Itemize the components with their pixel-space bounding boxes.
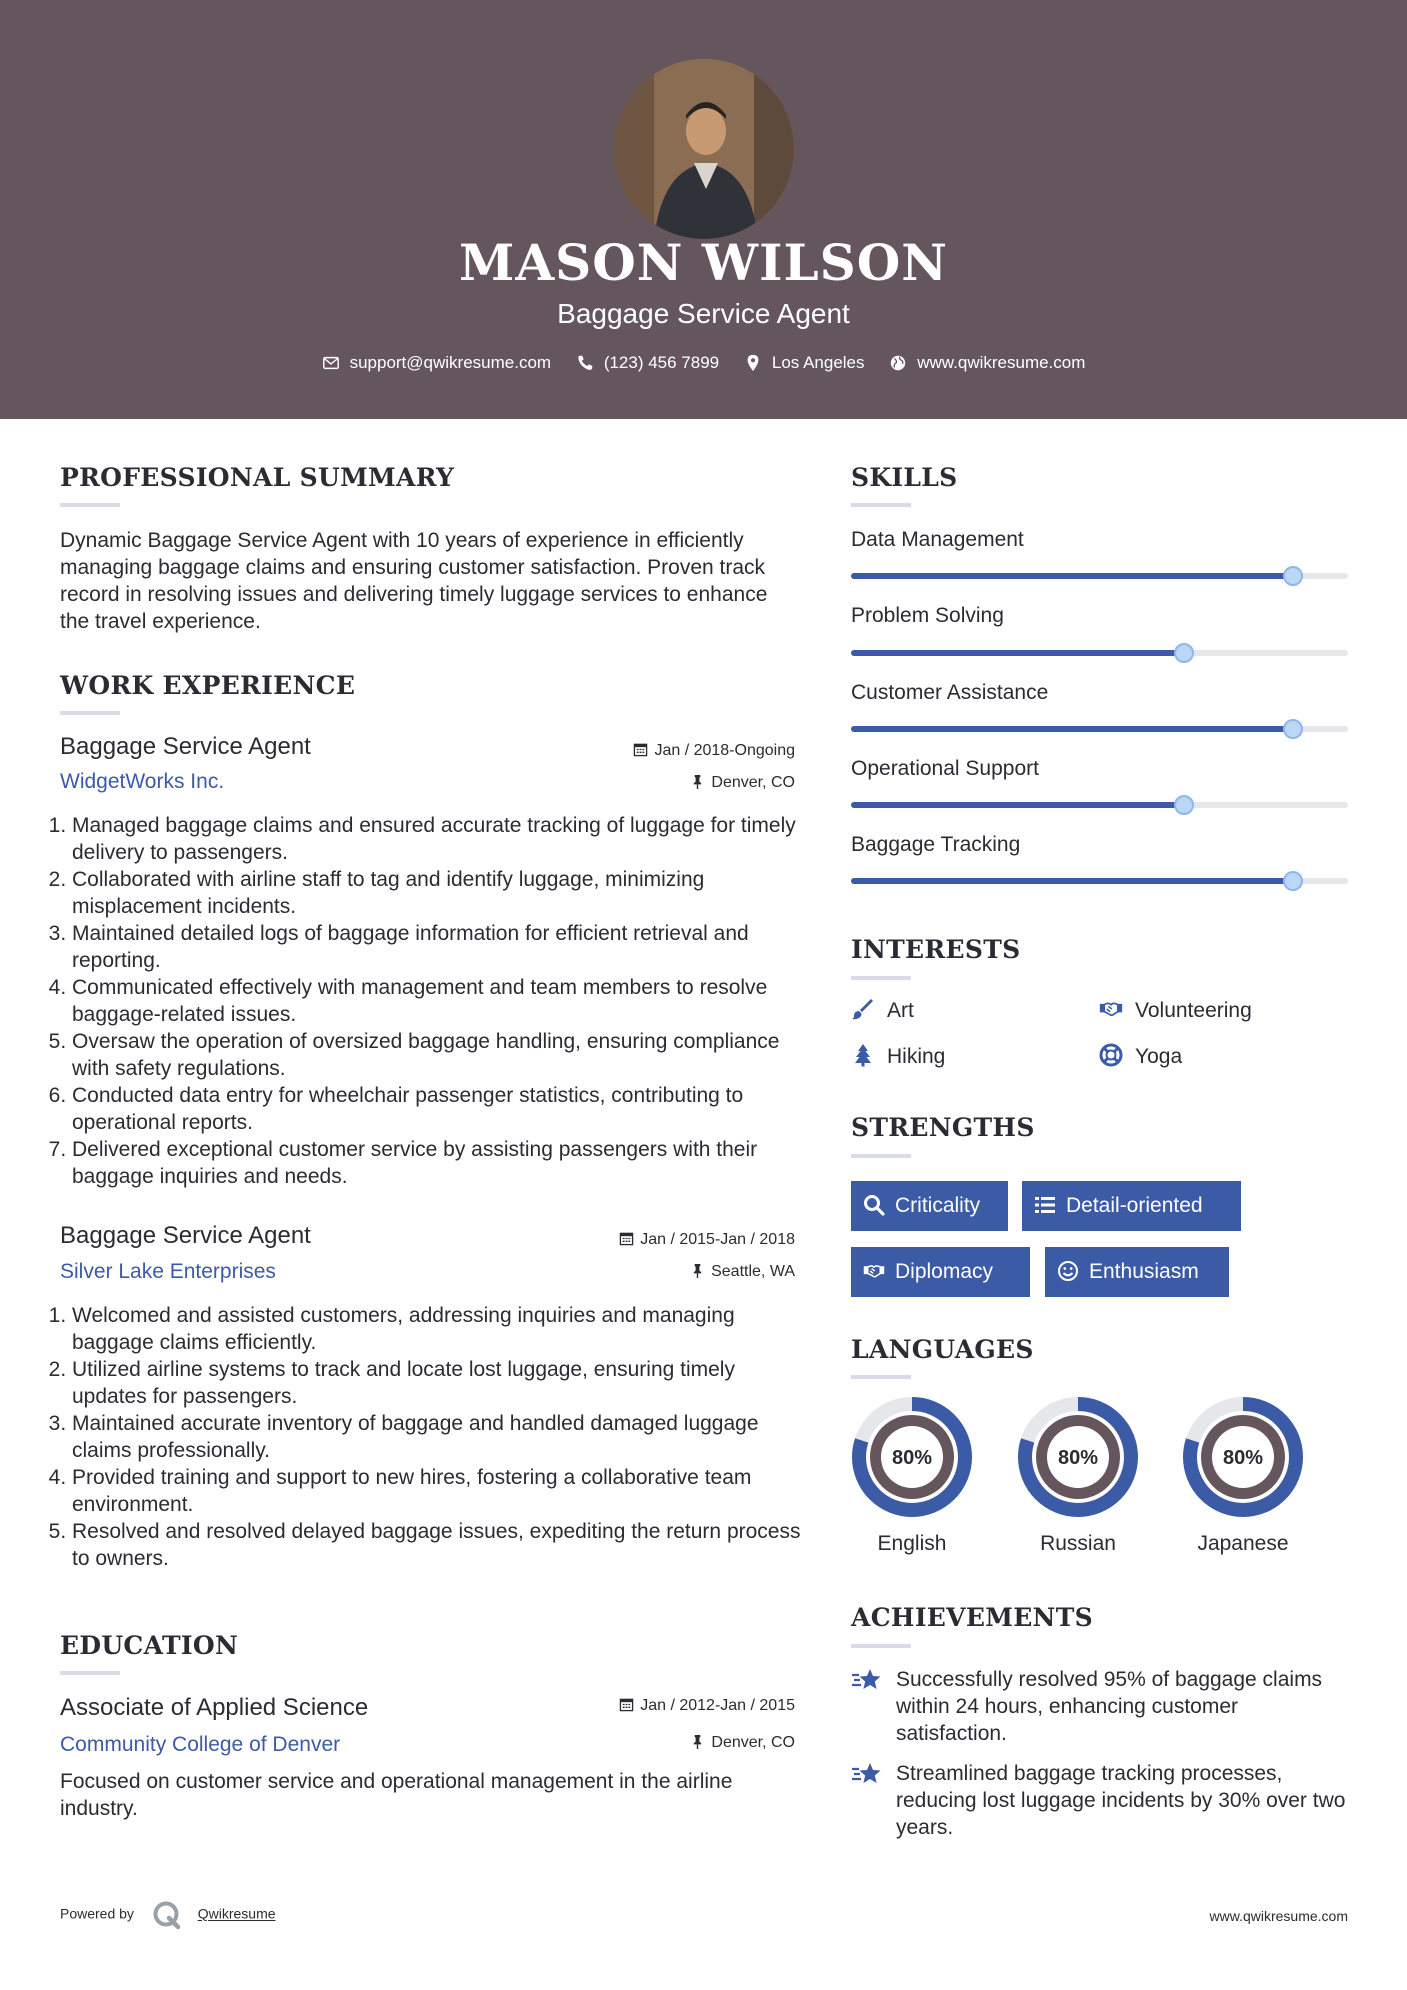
skill-bar-knob bbox=[1174, 795, 1194, 815]
interest-hiking bbox=[851, 1043, 945, 1069]
language-ring bbox=[1017, 1396, 1139, 1518]
job-company[interactable]: WidgetWorks Inc. bbox=[60, 770, 225, 793]
duty-item: 3. Maintained detailed logs of baggage information for efficient retrieval and reporting. bbox=[72, 920, 807, 974]
calendar-icon bbox=[633, 742, 648, 757]
list-icon bbox=[1034, 1194, 1056, 1216]
skill-name: Operational Support bbox=[851, 757, 1039, 780]
calendar-icon bbox=[619, 1231, 634, 1246]
interests-divider bbox=[851, 976, 911, 980]
handshake-icon bbox=[863, 1260, 885, 1282]
education-dates bbox=[619, 1697, 795, 1715]
duty-item: 2. Collaborated with airline staff to tag and identify luggage, minimizing misplacement incidents. bbox=[72, 866, 807, 920]
language-ring bbox=[851, 1396, 973, 1518]
star-award-icon bbox=[851, 1760, 883, 1788]
pushpin-icon bbox=[690, 1734, 705, 1749]
powered-by-text: Powered by bbox=[60, 1905, 134, 1922]
job-duties bbox=[54, 812, 807, 1190]
interest-label: Yoga bbox=[1135, 1045, 1183, 1068]
strength-label: Criticality bbox=[895, 1194, 981, 1217]
skill-name: Problem Solving bbox=[851, 604, 1004, 627]
skill-bar-knob bbox=[1283, 566, 1303, 586]
degree-title: Associate of Applied Science bbox=[60, 1694, 369, 1721]
strength-label: Diplomacy bbox=[895, 1260, 994, 1283]
skill-bar bbox=[851, 650, 1348, 656]
education-location-text: Denver, CO bbox=[711, 1734, 795, 1751]
duty-item: 2. Utilized airline systems to track and locate lost luggage, ensuring timely updates for passengers. bbox=[72, 1356, 807, 1410]
contact-email[interactable] bbox=[322, 353, 552, 373]
skill-bar-fill bbox=[851, 802, 1184, 808]
achievements-divider bbox=[851, 1644, 911, 1648]
envelope-icon bbox=[322, 354, 340, 372]
language-percent: 80% bbox=[1222, 1447, 1264, 1469]
map-pin-icon bbox=[744, 354, 762, 372]
skill-bar-fill bbox=[851, 878, 1293, 884]
skills-divider bbox=[851, 503, 911, 507]
job-location-text: Denver, CO bbox=[711, 774, 795, 791]
globe-icon bbox=[889, 354, 907, 372]
strength-chip bbox=[851, 1181, 1008, 1231]
skill-bar-fill bbox=[851, 650, 1184, 656]
language-name: Russian bbox=[1040, 1532, 1116, 1555]
contact-website-text: www.qwikresume.com bbox=[917, 352, 1086, 372]
candidate-name: MASON WILSON bbox=[459, 233, 948, 292]
duty-item: 1. Welcomed and assisted customers, addressing inquiries and managing baggage claims efficiently. bbox=[72, 1302, 807, 1356]
contact-location-text: Los Angeles bbox=[771, 352, 865, 372]
job-dates bbox=[633, 742, 795, 760]
job-duties bbox=[54, 1302, 807, 1572]
skill-bar-fill bbox=[851, 573, 1293, 579]
interest-label: Hiking bbox=[887, 1045, 946, 1068]
achievement-text: Streamlined baggage tracking processes, reducing lost luggage incidents by 30% over two years. bbox=[896, 1762, 1346, 1839]
handshake-icon bbox=[1099, 997, 1123, 1021]
tree-icon bbox=[851, 1043, 875, 1067]
language-item bbox=[851, 1396, 973, 1556]
experience-divider bbox=[60, 711, 120, 715]
interest-label: Art bbox=[887, 999, 914, 1022]
skill-bar bbox=[851, 802, 1348, 808]
languages-divider bbox=[851, 1375, 911, 1379]
strength-label: Detail-oriented bbox=[1066, 1194, 1203, 1217]
contact-phone[interactable] bbox=[576, 353, 719, 373]
profile-photo-image bbox=[614, 59, 794, 239]
language-name: English bbox=[877, 1532, 947, 1555]
skill-name: Customer Assistance bbox=[851, 681, 1049, 704]
education-dates-text: Jan / 2012-Jan / 2015 bbox=[640, 1697, 795, 1714]
search-icon bbox=[863, 1194, 885, 1216]
strength-chip bbox=[1022, 1181, 1241, 1231]
job-title: Baggage Service Agent bbox=[60, 733, 311, 760]
skill-bar-fill bbox=[851, 726, 1293, 732]
skill-name: Baggage Tracking bbox=[851, 833, 1021, 856]
experience-heading: WORK EXPERIENCE bbox=[60, 671, 356, 700]
duty-item: 6. Conducted data entry for wheelchair passenger statistics, contributing to operational reports. bbox=[72, 1082, 807, 1136]
qwikresume-logo-icon bbox=[152, 1900, 182, 1930]
contact-website[interactable] bbox=[889, 353, 1085, 373]
interest-yoga bbox=[1099, 1043, 1182, 1069]
skill-bar bbox=[851, 726, 1348, 732]
job-location bbox=[690, 774, 795, 792]
skill-bar bbox=[851, 573, 1348, 579]
job-title: Baggage Service Agent bbox=[60, 1222, 311, 1249]
languages-heading: LANGUAGES bbox=[851, 1335, 1034, 1364]
summary-text: Dynamic Baggage Service Agent with 10 years of experience in efficiently managing baggage claims and ensuring customer satisfaction. Proven track record in resolving issues and delivering timely luggage services to enhance the travel experience. bbox=[60, 529, 768, 633]
resume-header bbox=[0, 0, 1407, 419]
education-location bbox=[690, 1734, 795, 1752]
profile-photo bbox=[614, 59, 794, 239]
calendar-icon bbox=[619, 1697, 634, 1712]
language-ring bbox=[1182, 1396, 1304, 1518]
duty-item: 3. Maintained accurate inventory of baggage and handled damaged luggage claims professionally. bbox=[72, 1410, 807, 1464]
strength-chip bbox=[1045, 1247, 1229, 1297]
education-divider bbox=[60, 1671, 120, 1675]
achievement-text: Successfully resolved 95% of baggage claims within 24 hours, enhancing customer satisfaction. bbox=[896, 1668, 1323, 1745]
education-description: Focused on customer service and operational management in the airline industry. bbox=[60, 1770, 733, 1820]
strength-label: Enthusiasm bbox=[1089, 1260, 1199, 1283]
summary-divider bbox=[60, 503, 120, 507]
skills-heading: SKILLS bbox=[851, 463, 958, 492]
skill-bar-knob bbox=[1283, 871, 1303, 891]
footer-website[interactable]: www.qwikresume.com bbox=[1209, 1908, 1348, 1924]
interest-label: Volunteering bbox=[1135, 999, 1252, 1022]
duty-item: 7. Delivered exceptional customer service by assisting passengers with their baggage inquiries and needs. bbox=[72, 1136, 807, 1190]
skill-bar bbox=[851, 878, 1348, 884]
skill-bar-knob bbox=[1174, 643, 1194, 663]
duty-item: 4. Provided training and support to new hires, fostering a collaborative team environment. bbox=[72, 1464, 807, 1518]
language-item bbox=[1017, 1396, 1139, 1556]
achievement-item bbox=[851, 1666, 1348, 1756]
school-name[interactable]: Community College of Denver bbox=[60, 1733, 341, 1756]
footer-branding bbox=[60, 1900, 276, 1930]
strengths-heading: STRENGTHS bbox=[851, 1113, 1035, 1142]
duty-item: 1. Managed baggage claims and ensured accurate tracking of luggage for timely delivery to passengers. bbox=[72, 812, 807, 866]
duty-item: 4. Communicated effectively with management and team members to resolve baggage-related issues. bbox=[72, 974, 807, 1028]
job-location-text: Seattle, WA bbox=[711, 1263, 795, 1280]
job-dates-text: Jan / 2018-Ongoing bbox=[654, 742, 795, 759]
summary-heading: PROFESSIONAL SUMMARY bbox=[60, 463, 455, 492]
job-company[interactable]: Silver Lake Enterprises bbox=[60, 1260, 276, 1283]
achievement-item bbox=[851, 1760, 1348, 1850]
contact-bar bbox=[0, 352, 1407, 373]
candidate-title: Baggage Service Agent bbox=[557, 298, 850, 329]
language-name: Japanese bbox=[1197, 1532, 1289, 1555]
star-award-icon bbox=[851, 1666, 883, 1694]
language-percent: 80% bbox=[891, 1447, 933, 1469]
language-percent: 80% bbox=[1057, 1447, 1099, 1469]
strengths-divider bbox=[851, 1154, 911, 1158]
lifering-icon bbox=[1099, 1043, 1123, 1067]
job-dates-text: Jan / 2015-Jan / 2018 bbox=[640, 1231, 795, 1248]
pushpin-icon bbox=[690, 774, 705, 789]
education-heading: EDUCATION bbox=[60, 1631, 239, 1660]
duty-item: 5. Oversaw the operation of oversized baggage handling, ensuring compliance with safety regulations. bbox=[72, 1028, 807, 1082]
qwikresume-link[interactable]: Qwikresume bbox=[197, 1905, 276, 1922]
language-item bbox=[1182, 1396, 1304, 1556]
skill-bar-knob bbox=[1283, 719, 1303, 739]
job-dates bbox=[619, 1231, 795, 1249]
contact-location bbox=[744, 353, 865, 373]
interest-art bbox=[851, 997, 914, 1023]
contact-email-text: support@qwikresume.com bbox=[349, 352, 552, 372]
interests-heading: INTERESTS bbox=[851, 935, 1021, 964]
paintbrush-icon bbox=[851, 997, 875, 1021]
achievements-heading: ACHIEVEMENTS bbox=[851, 1603, 1093, 1632]
job-location bbox=[690, 1263, 795, 1281]
phone-icon bbox=[576, 354, 594, 372]
skill-name: Data Management bbox=[851, 528, 1024, 551]
duty-item: 5. Resolved and resolved delayed baggage issues, expediting the return process to owners. bbox=[72, 1518, 807, 1572]
strength-chip bbox=[851, 1247, 1030, 1297]
pushpin-icon bbox=[690, 1263, 705, 1278]
contact-phone-text: (123) 456 7899 bbox=[603, 352, 720, 372]
smile-icon bbox=[1057, 1260, 1079, 1282]
interest-volunteering bbox=[1099, 997, 1252, 1023]
